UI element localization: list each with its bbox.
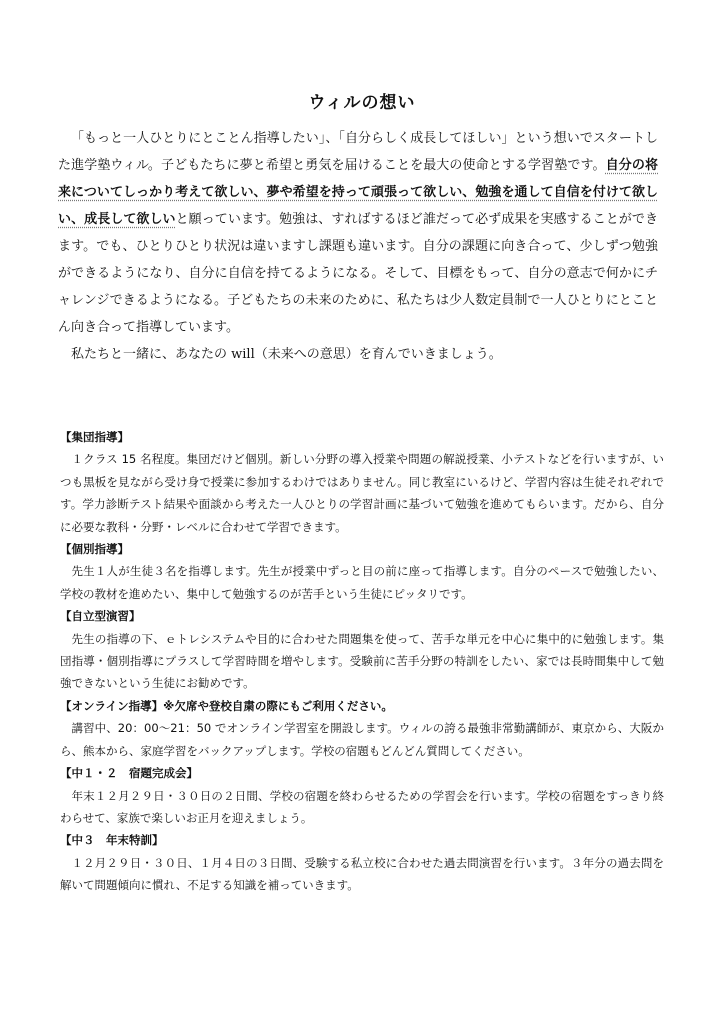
section-heading-group: 【集団指導】 bbox=[60, 430, 129, 444]
section-heading-yearend: 【中３ 年末特訓】 bbox=[60, 833, 164, 848]
page-title: ウィルの想い bbox=[308, 93, 416, 113]
intro-part-2: と願っています。勉強は、すればするほど誰だって必ず成果を実感することができます。でも、ひとりひとり状況は違いますし課題も違います。自分の課題に向き合って、少しずつ勉強ができるようになり、自分に自信を持てるようになる。そして、目標をもって、自分の意志で何かにチャレンジできるようになる。子どもたちの未来のために、私たちは少人数定員制で一人ひとりにとことん向き合って指導しています。 bbox=[58, 212, 658, 335]
section-body-yearend: １２月２９日・３０日、１月４日の３日間、受験する私立校に合わせた過去問演習を行います。３年分の過去問を解いて問題傾向に慣れ、不足する知識を補っていきます。 bbox=[60, 855, 664, 893]
section-body-homework: 年末１２月２９日・３０日の２日間、学校の宿題を終わらせるための学習会を行います。学校の宿題をすっきり終わらせて、家族で楽しいお正月を迎えましょう。 bbox=[60, 788, 664, 825]
section-body-individual: 先生１人が生徒３名を指導します。先生が授業中ずっと目の前に座って指導します。自分のペースで勉強したい、学校の教材を進めたい、集中して勉強するのが苦手という生徒にピッタリです。 bbox=[60, 564, 664, 601]
intro-part-1: 「もっと一人ひとりにとことん指導したい」、「自分らしく成長してほしい」という想いでスタートした進学塾ウィル。子どもたちに夢と希望と勇気を届けることを最大の使命とする学習塾です。 bbox=[58, 131, 658, 173]
section-heading-self-study: 【自立型演習】 bbox=[60, 609, 141, 624]
section-body-self-study: 先生の指導の下、ｅトレシステムや目的に合わせた問題集を使って、苦手な単元を中心に集中的に勉強します。集団指導・個別指導にプラスして学習時間を増やします。受験前に苦手分野の特訓をしたい、家では長時間集中して勉強できないという生徒にお勧めです。 bbox=[60, 631, 664, 691]
section-body-online: 講習中、20：00〜21：50 でオンライン学習室を開設します。ウィルの誇る最強非常勤講師が、東京から、大阪から、熊本から、家庭学習をバックアップします。学校の宿題もどんどん質問してください。 bbox=[60, 721, 664, 758]
section-heading-individual: 【個別指導】 bbox=[60, 542, 129, 557]
intro-text bbox=[58, 125, 658, 368]
intro-closing: 私たちと一緒に、あなたの will（未来への意思）を育んでいきましょう。 bbox=[71, 347, 502, 362]
section-heading-online: 【オンライン指導】※欠席や登校自粛の際にもご利用ください。 bbox=[60, 698, 393, 713]
section-body-group: １クラス 15 名程度。集団だけど個別。新しい分野の導入授業や問題の解説授業、小テストなどを行いますが、いつも黒板を見ながら受け身で授業に参加するわけではありません。同じ教室にいるけど、学習内容は生徒それぞれです。学力診断テスト結果や面談から考えた一人ひとりの学習計画に基づいて勉強を進めてもらいます。だから、自分に必要な教科・分野・レベルに合わせて学習できます。 bbox=[60, 452, 664, 534]
intro-paragraph bbox=[58, 125, 658, 341]
intro-emphasis: 自分の将来についてしっかり考えて欲しい、夢や希望を持って頑張って欲しい、勉強を通して自信を付けて欲しい、成長して欲しい bbox=[58, 158, 658, 227]
course-sections bbox=[60, 426, 664, 897]
section-heading-homework: 【中１・２ 宿題完成会】 bbox=[60, 766, 198, 781]
